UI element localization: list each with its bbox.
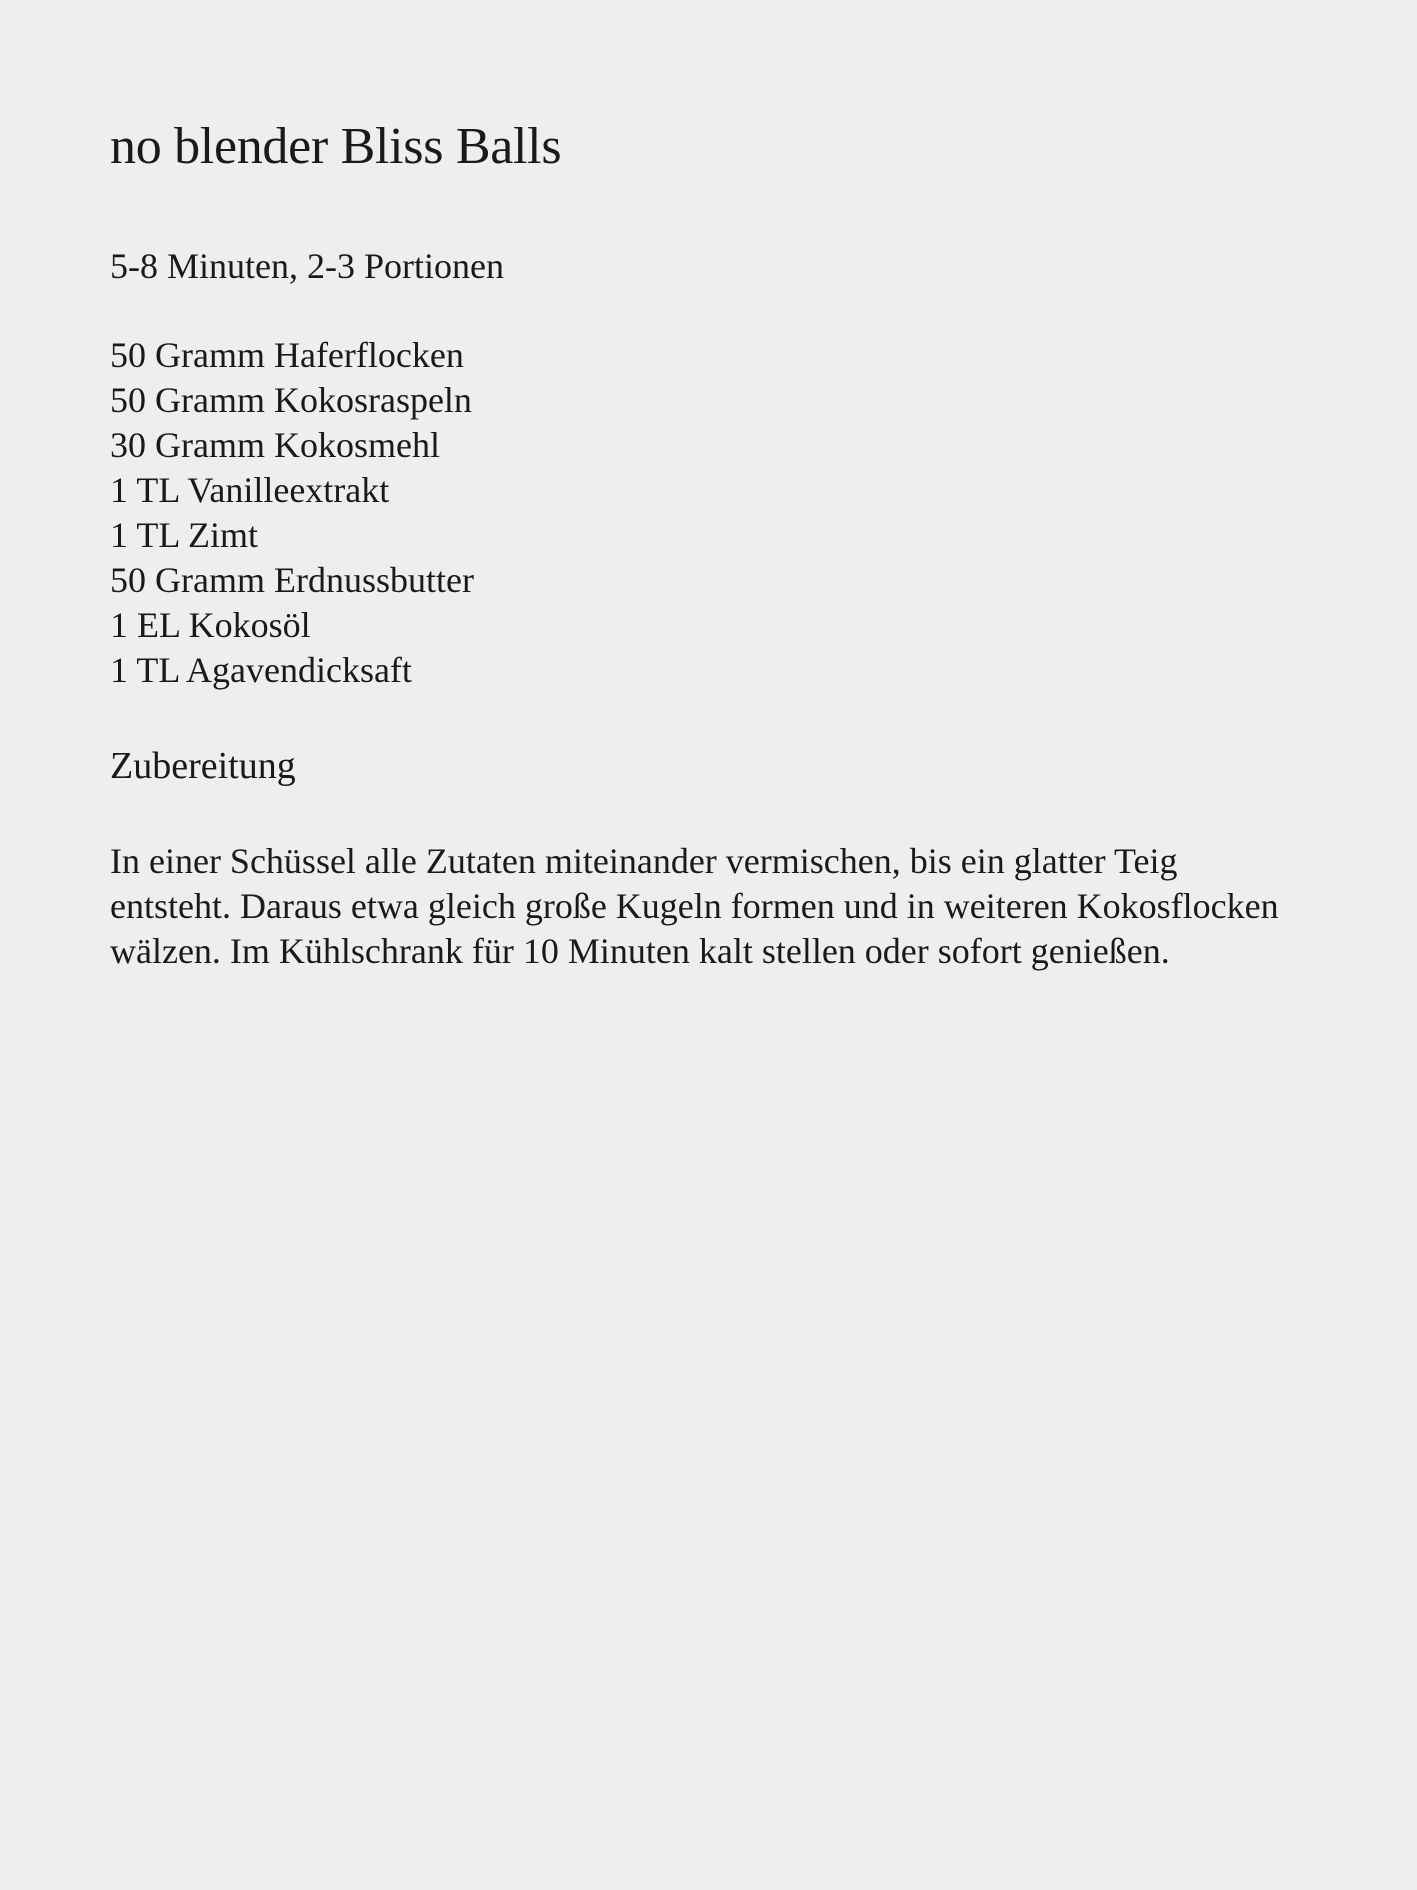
ingredient-list (110, 333, 474, 693)
ingredient-item: 1 TL Vanilleextrakt (110, 470, 390, 510)
ingredient-item: 1 TL Zimt (110, 515, 258, 555)
preparation-text: In einer Schüssel alle Zutaten miteinander vermischen, bis ein glatter Teig entsteht. Daraus etwa gleich große Kugeln formen und in weiteren Kokosflocken wälzen. Im Kühlschrank für 10 Minuten kalt stellen oder sofort genießen. (110, 841, 1279, 971)
ingredient-item: 1 EL Kokosöl (110, 605, 311, 645)
ingredient-item: 50 Gramm Kokosraspeln (110, 380, 472, 420)
ingredient-item: 50 Gramm Erdnussbutter (110, 560, 474, 600)
recipe-time-servings: 5-8 Minuten, 2-3 Portionen (110, 246, 504, 286)
ingredient-item: 50 Gramm Haferflocken (110, 335, 464, 375)
ingredient-item: 30 Gramm Kokosmehl (110, 425, 440, 465)
recipe-title: no blender Bliss Balls (110, 118, 562, 175)
preparation-heading: Zubereitung (110, 745, 296, 787)
ingredient-item: 1 TL Agavendicksaft (110, 650, 412, 690)
